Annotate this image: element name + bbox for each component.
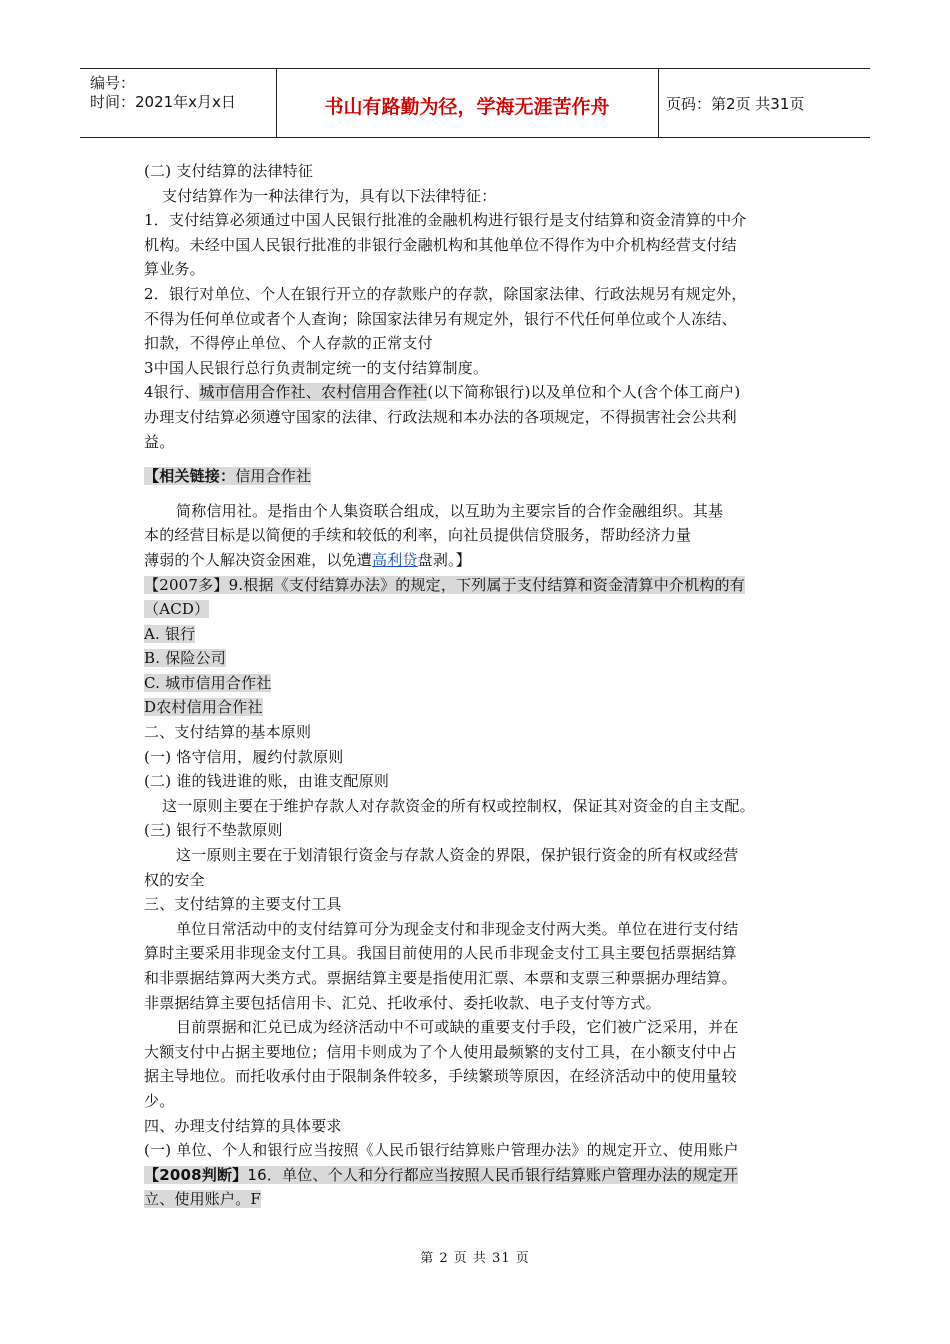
highlighted-text: 城市信用合作社、农村信用合作社 [199,383,428,402]
related-link-heading [144,464,812,489]
option-d [144,695,812,720]
paragraph-line: 2．银行对单位、个人在银行开立的存款账户的存款，除国家法律、行政法规另有规定外， [144,284,747,303]
paragraph-line: 算业务。 [144,260,205,279]
subsection-heading: (一) 恪守信用，履约付款原则 [144,747,344,766]
question-text: 16．单位、个人和分行都应当按照人民币银行结算账户管理办法的规定开 [247,1165,739,1184]
option-a [144,622,812,647]
paragraph-line [144,380,812,405]
question-tag: 【2008判断】 [144,1165,248,1184]
page-footer: 第 2 页 共 31 页 [420,1251,530,1266]
related-link-topic: 信用合作社 [235,467,312,486]
section-heading: 三、支付结算的主要支付工具 [144,895,342,914]
usury-link[interactable]: 高利贷 [372,550,418,569]
paragraph-line: 办理支付结算必须遵守国家的法律、行政法规和本办法的各项规定，不得损害社会公共利 [144,407,737,426]
paragraph-line: 少。 [144,1091,175,1110]
question-text: 立、使用账户。F [144,1190,262,1209]
paragraph-line: 非票据结算主要包括信用卡、汇兑、托收承付、委托收款、电子支付等方式。 [144,993,661,1012]
motto-text: 书山有路勤为径，学海无涯苦作舟 [324,96,610,118]
paragraph-line: 本的经营目标是以简便的手续和较低的利率，向社员提供信贷服务，帮助经济力量 [144,526,692,545]
option-b [144,646,812,671]
option-text: C. 城市信用合作社 [144,673,272,692]
paragraph-line: 3中国人民银行总行负责制定统一的支付结算制度。 [144,358,489,377]
option-c [144,671,812,696]
text-run: 盘剥。】 [417,550,471,569]
paragraph-line: 和非票据结算两大类方式。票据结算主要是指使用汇票、本票和支票三种票据办理结算。 [144,969,737,987]
paragraph-line: 算时主要采用非现金支付工具。我国目前使用的人民币非现金支付工具主要包括票据结算 [144,944,737,963]
question-line [144,573,812,598]
paragraph-line: 这一原则主要在于划清银行资金与存款人资金的界限，保护银行资金的所有权或经营 [176,846,739,865]
question-line [144,1163,812,1188]
paragraph-line: 据主导地位。而托收承付由于限制条件较多，手续繁琐等原因，在经济活动中的使用量较 [144,1067,737,1086]
option-text: A. 银行 [144,624,196,643]
subsection-heading: (三) 银行不垫款原则 [144,821,283,840]
page-header [80,68,870,138]
paragraph-line: 简称信用社。是指由个人集资联合组成，以互助为主要宗旨的合作金融组织。其基 [176,501,724,520]
text-run: 4银行、 [144,383,200,402]
header-info-cell [80,69,277,137]
subsection-heading: (一) 单位、个人和银行应当按照《人民币银行结算账户管理办法》的规定开立、使用账户 [144,1141,739,1160]
question-text: 【2007多】9.根据《支付结算办法》的规定，下列属于支付结算和资金清算中介机构的有 [144,575,745,594]
paragraph-line: 支付结算作为一种法律行为，具有以下法律特征： [162,186,497,205]
subsection-heading: (二) 谁的钱进谁的账，由谁支配原则 [144,772,390,791]
text-run: 薄弱的个人解决资金困难，以免遭 [144,550,373,569]
document-body [144,159,812,1212]
page-info: 页码：第2页 共31页 [666,95,805,113]
paragraph-line: 1．支付结算必须通过中国人民银行批准的金融机构进行银行是支付结算和资金清算的中介 [144,211,747,230]
paragraph-line: 单位日常活动中的支付结算可分为现金支付和非现金支付两大类。单位在进行支付结 [176,919,739,938]
paragraph-line: 益。 [144,432,175,451]
related-link-label: 【相关链接： [144,467,236,486]
section-heading: 四、办理支付结算的具体要求 [144,1116,342,1135]
option-text: D农村信用合作社 [144,698,263,717]
text-run: (以下简称银行)以及单位和个人(含个体工商户) [427,383,741,402]
paragraph-line: 权的安全 [144,870,205,889]
paragraph-line: 大额支付中占据主要地位；信用卡则成为了个人使用最频繁的支付工具，在小额支付中占 [144,1042,737,1061]
paragraph-line: 不得为任何单位或者个人查询；除国家法律另有规定外，银行不代任何单位或个人冻结、 [144,309,737,328]
header-page-cell [658,69,870,137]
question-line [144,1187,812,1212]
answer-text: （ACD） [144,600,210,619]
section-heading: (二) 支付结算的法律特征 [144,162,314,180]
paragraph-line: 扣款，不得停止单位、个人存款的正常支付 [144,334,433,353]
paragraph-line [144,548,812,573]
paragraph-line: 目前票据和汇兑已成为经济活动中不可或缺的重要支付手段，它们被广泛采用，并在 [176,1018,739,1037]
section-heading: 二、支付结算的基本原则 [144,723,312,742]
date-label: 时间：2021年x月x日 [90,93,236,111]
header-motto-cell [276,69,659,137]
paragraph-line: 机构。未经中国人民银行批准的非银行金融机构和其他单位不得作为中介机构经营支付结 [144,235,737,254]
answer-line [144,597,812,622]
doc-number-label: 编号： [90,74,136,92]
paragraph-line: 这一原则主要在于维护存款人对存款资金的所有权或控制权，保证其对资金的自主支配。 [162,796,755,815]
option-text: B. 保险公司 [144,649,226,668]
